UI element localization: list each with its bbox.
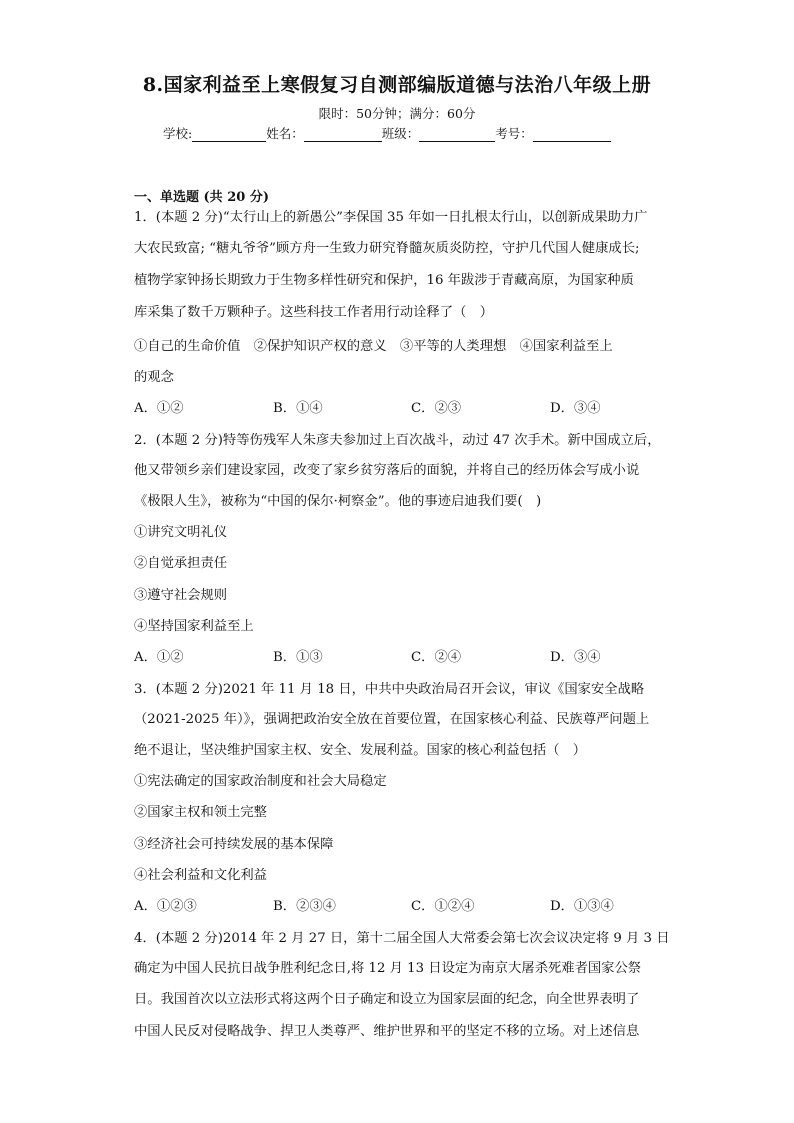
question-2-statement: ④坚持国家利益至上: [134, 619, 254, 634]
question-4-line: 确定为中国人民抗日战争胜利纪念日,将 12 月 13 日设定为南京大屠杀死难者国家公祭: [134, 961, 642, 976]
option-a[interactable]: A．①②③: [134, 899, 197, 914]
question-4-line: 4．(本题 2 分)2014 年 2 月 27 日，第十二届全国人大常委会第七次会议决定将 9 月 3 日: [134, 931, 670, 946]
option-b[interactable]: B．①③: [273, 650, 323, 665]
question-3-line: 3．(本题 2 分)2021 年 11 月 18 日，中共中央政治局召开会议，审议《国家安全战略: [134, 682, 645, 697]
question-1-line: 库采集了数千万颗种子。这些科技工作者用行动诠释了（ ）: [134, 305, 494, 320]
option-a[interactable]: A．①②: [134, 401, 184, 416]
school-label: 学校:: [163, 126, 193, 141]
question-2-line: 他又带领乡亲们建设家园，改变了家乡贫穷落后的面貌，并将自己的经历体会写成小说: [134, 463, 640, 478]
question-1-line: 大农民致富; “糖丸爷爷”顾方舟一生致力研究脊髓灰质炎防控，守护几代国人健康成长;: [134, 241, 640, 256]
exam-no-label: 考号：: [495, 126, 533, 141]
question-2-statement: ③遵守社会规则: [134, 588, 228, 603]
question-1-statement: ①自己的生命价值 ②保护知识产权的意义 ③平等的人类理想 ④国家利益至上: [134, 339, 613, 354]
option-c[interactable]: C．②③: [411, 401, 462, 416]
exam-time-score: 限时：50分钟；满分：60分: [318, 106, 476, 121]
option-a[interactable]: A．①②: [134, 650, 184, 665]
option-b[interactable]: B．①④: [273, 401, 323, 416]
school-blank: [192, 127, 266, 142]
student-info-row: [163, 124, 611, 142]
question-3-statement: ①宪法确定的国家政治制度和社会大局稳定: [134, 774, 387, 789]
name-blank: [304, 127, 382, 142]
class-blank: [419, 127, 495, 142]
question-2-line: 《极限人生》，被称为“中国的保尔·柯察金”。他的事迹启迪我们要( ): [134, 494, 542, 509]
question-4-line: 中国人民反对侵略战争、捍卫人类尊严、维护世界和平的坚定不移的立场。对上述信息: [134, 1024, 640, 1039]
option-c[interactable]: C．②④: [411, 650, 462, 665]
question-4-line: 日。我国首次以立法形式将这两个日子确定和设立为国家层面的纪念，向全世界表明了: [134, 992, 640, 1007]
exam-no-blank: [533, 127, 611, 142]
option-d[interactable]: D．①③④: [550, 899, 614, 914]
exam-title: 8.国家利益至上寒假复习自测部编版道德与法治八年级上册: [142, 74, 652, 96]
option-d[interactable]: D．③④: [550, 650, 601, 665]
question-2-line: 2．(本题 2 分)特等伤残军人朱彦夫参加过上百次战斗，动过 47 次手术。新中国成立后，: [134, 433, 661, 448]
question-1-line: 1．(本题 2 分)“太行山上的新愚公”李保国 35 年如一日扎根太行山，以创新成果助力广: [134, 210, 648, 225]
question-3-statement: ③经济社会可持续发展的基本保障: [134, 837, 334, 852]
question-1-line: 植物学家钟扬长期致力于生物多样性研究和保护，16 年跋涉于青藏高原，为国家种质: [134, 273, 634, 288]
class-label: 班级：: [381, 126, 420, 141]
question-3-statement: ④社会利益和文化利益: [134, 868, 267, 883]
question-1-statement: 的观念: [134, 370, 174, 385]
name-label: 姓名：: [266, 126, 304, 141]
question-3-line: （2021-2025 年）》，强调把政治安全放在首要位置，在国家核心利益、民族尊严问题上: [134, 712, 650, 727]
section-heading: 一、单选题 (共 20 分): [134, 190, 269, 205]
option-c[interactable]: C．①②④: [411, 899, 475, 914]
question-3-statement: ②国家主权和领土完整: [134, 805, 267, 820]
question-3-line: 绝不退让，坚决维护国家主权、安全、发展利益。国家的核心利益包括（ ）: [134, 743, 587, 758]
question-2-statement: ①讲究文明礼仪: [134, 525, 228, 540]
question-2-statement: ②自觉承担责任: [134, 556, 228, 571]
option-b[interactable]: B．②③④: [273, 899, 336, 914]
option-d[interactable]: D．③④: [550, 401, 601, 416]
